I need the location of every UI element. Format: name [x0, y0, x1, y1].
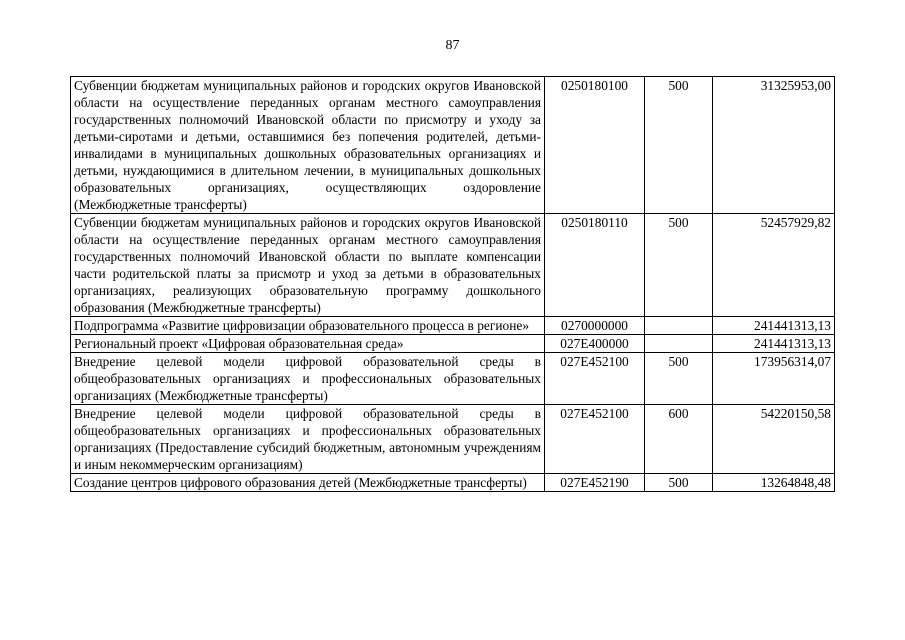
budget-table: [70, 76, 835, 492]
row-type-cell: 500: [645, 214, 713, 317]
row-sum-cell: 54220150,58: [713, 405, 835, 474]
row-type-cell: [645, 317, 713, 335]
row-code-cell: 027E452190: [545, 474, 645, 492]
row-sum-cell: 52457929,82: [713, 214, 835, 317]
row-name-cell: Субвенции бюджетам муниципальных районов и городских округов Ивановской области на осуществление переданных органам местного самоуправления государственных полномочий Ивановской области по выплате компенсации части родительской платы за присмотр и уход за детьми в образовательных организациях, реализующих образовательную программу дошкольного образования (Межбюджетные трансферты): [71, 214, 545, 317]
row-name-cell: Субвенции бюджетам муниципальных районов и городских округов Ивановской области на осуществление переданных органам местного самоуправления государственных полномочий Ивановской области по присмотру и уходу за детьми-сиротами и детьми, оставшимися без попечения родителей, детьми-инвалидами в муниципальных дошкольных образовательных организациях и детьми, нуждающимися в длительном лечении, в муниципальных дошкольных образовательных организациях, осуществляющих оздоровление (Межбюджетные трансферты): [71, 77, 545, 214]
table-row: [71, 335, 835, 353]
table-row: [71, 317, 835, 335]
row-code-cell: 027E400000: [545, 335, 645, 353]
row-type-cell: 600: [645, 405, 713, 474]
row-sum-cell: 13264848,48: [713, 474, 835, 492]
row-name-cell: Создание центров цифрового образования детей (Межбюджетные трансферты): [71, 474, 545, 492]
row-name-cell: Региональный проект «Цифровая образовательная среда»: [71, 335, 545, 353]
table-row: [71, 353, 835, 405]
row-code-cell: 027E452100: [545, 405, 645, 474]
table-row: [71, 77, 835, 214]
row-sum-cell: 241441313,13: [713, 317, 835, 335]
row-type-cell: 500: [645, 77, 713, 214]
row-name-cell: Подпрограмма «Развитие цифровизации образовательного процесса в регионе»: [71, 317, 545, 335]
table-row: [71, 474, 835, 492]
row-name-cell: Внедрение целевой модели цифровой образовательной среды в общеобразовательных организациях и профессиональных образовательных организациях (Предоставление субсидий бюджетным, автономным учреждениям и иным некоммерческим организациям): [71, 405, 545, 474]
row-code-cell: 0250180100: [545, 77, 645, 214]
table-row: [71, 214, 835, 317]
row-name-cell: Внедрение целевой модели цифровой образовательной среды в общеобразовательных организациях и профессиональных образовательных организациях (Межбюджетные трансферты): [71, 353, 545, 405]
table-row: [71, 405, 835, 474]
page-number: 87: [445, 38, 460, 53]
row-sum-cell: 241441313,13: [713, 335, 835, 353]
row-type-cell: 500: [645, 474, 713, 492]
row-sum-cell: 31325953,00: [713, 77, 835, 214]
row-code-cell: 0250180110: [545, 214, 645, 317]
row-type-cell: 500: [645, 353, 713, 405]
row-sum-cell: 173956314,07: [713, 353, 835, 405]
row-code-cell: 0270000000: [545, 317, 645, 335]
row-code-cell: 027E452100: [545, 353, 645, 405]
row-type-cell: [645, 335, 713, 353]
